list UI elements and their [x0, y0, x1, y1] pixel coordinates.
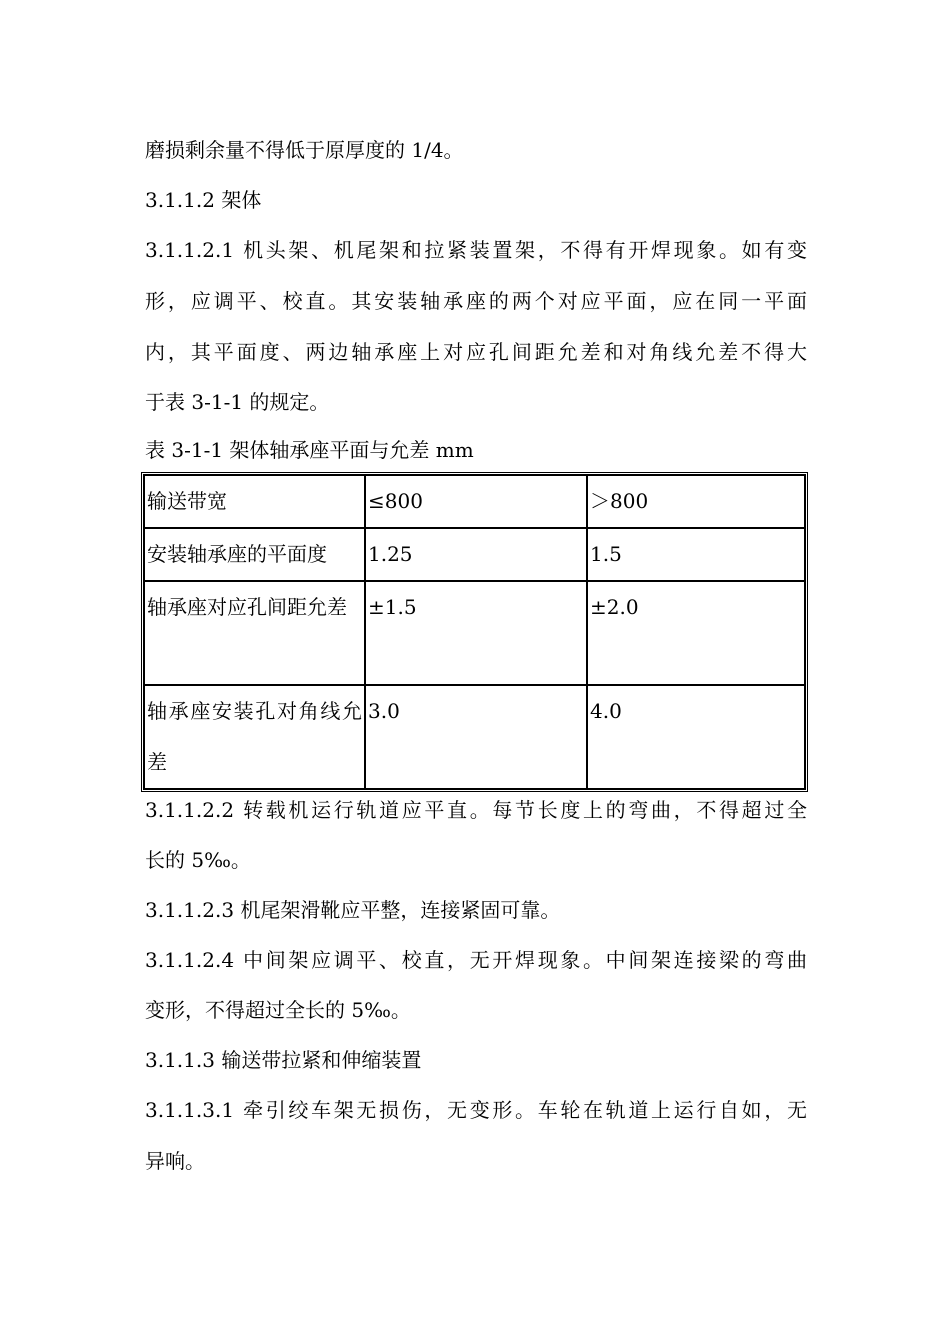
table-cell: ±1.5: [365, 581, 587, 685]
table-cell: 输送带宽: [144, 475, 365, 528]
bearing-tolerance-table: [141, 472, 808, 792]
table-cell: 3.0: [365, 685, 587, 789]
paragraph-transfer-track-line-2: 长的 5‰。: [145, 848, 251, 872]
table-cell: 1.5: [587, 528, 805, 581]
paragraph-transfer-track-line-1: 3.1.1.2.2 转载机运行轨道应平直。每节长度上的弯曲，不得超过全: [145, 798, 807, 822]
table-cell: 4.0: [587, 685, 805, 789]
paragraph-winch-line-1: 3.1.1.3.1 牵引绞车架无损伤，无变形。车轮在轨道上运行自如，无: [145, 1098, 807, 1122]
table-row: [144, 528, 805, 581]
table-cell: 轴承座对应孔间距允差: [144, 581, 365, 685]
table-cell: 安装轴承座的平面度: [144, 528, 365, 581]
paragraph-frame-line-1: 3.1.1.2.1 机头架、机尾架和拉紧装置架，不得有开焊现象。如有变: [145, 238, 807, 262]
paragraph-winch-line-2: 异响。: [145, 1149, 205, 1173]
paragraph-middle-frame-line-2: 变形，不得超过全长的 5‰。: [145, 998, 411, 1022]
table-cell: 1.25: [365, 528, 587, 581]
table-row: [144, 475, 805, 528]
section-heading-frame: 3.1.1.2 架体: [145, 188, 262, 212]
section-heading-tensioning: 3.1.1.3 输送带拉紧和伸缩装置: [145, 1048, 422, 1072]
paragraph-frame-line-3: 内，其平面度、两边轴承座上对应孔间距允差和对角线允差不得大: [145, 340, 807, 364]
paragraph-tail-frame: 3.1.1.2.3 机尾架滑靴应平整，连接紧固可靠。: [145, 898, 561, 922]
table-row: [144, 685, 805, 789]
table-cell: ±2.0: [587, 581, 805, 685]
table-cell: ≤800: [365, 475, 587, 528]
paragraph-middle-frame-line-1: 3.1.1.2.4 中间架应调平、校直，无开焊现象。中间架连接梁的弯曲: [145, 948, 807, 972]
table-cell: 轴承座安装孔对角线允差: [144, 685, 365, 789]
table-caption: 表 3-1-1 架体轴承座平面与允差 mm: [145, 438, 474, 462]
paragraph-frame-line-4: 于表 3-1-1 的规定。: [145, 390, 330, 414]
paragraph-wear-remainder: 磨损剩余量不得低于原厚度的 1/4。: [145, 138, 464, 162]
table-row: [144, 581, 805, 685]
paragraph-frame-line-2: 形，应调平、校直。其安装轴承座的两个对应平面，应在同一平面: [145, 289, 807, 313]
table-cell: ＞800: [587, 475, 805, 528]
